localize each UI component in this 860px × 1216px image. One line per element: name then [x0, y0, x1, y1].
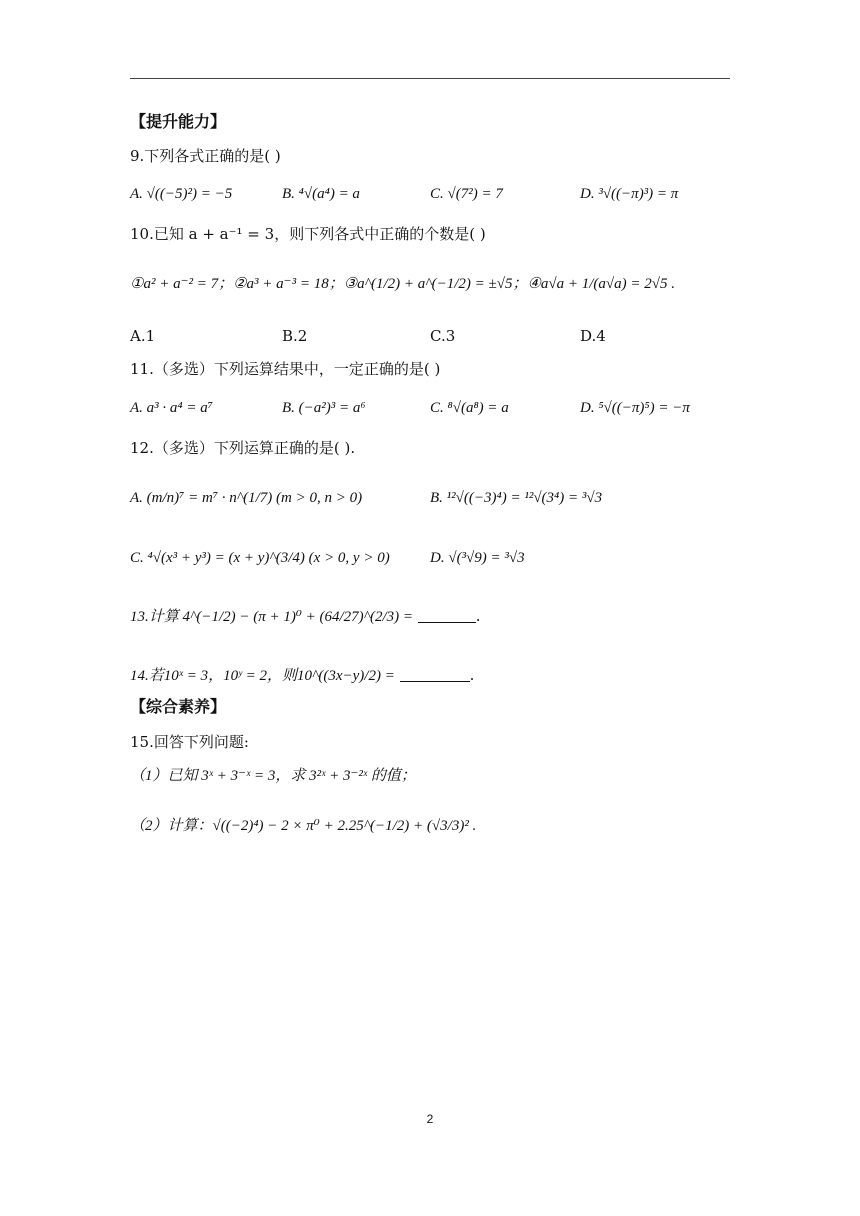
q10-option-a: A.1 — [130, 327, 156, 345]
q11-option-c: C. ⁸√(a⁸) = a — [430, 400, 509, 416]
q11-option-b: B. (−a²)³ = a⁶ — [282, 400, 366, 416]
question-12-stem: 12.（多选）下列运算正确的是( ). — [130, 439, 356, 457]
q11-option-a: A. a³ · a⁴ = a⁷ — [130, 400, 213, 416]
answer-blank-14[interactable] — [400, 667, 470, 682]
question-9-stem: 9.下列各式正确的是( ) — [130, 147, 281, 165]
q10-option-c: C.3 — [430, 327, 456, 345]
section-heading-comprehensive: 【综合素养】 — [130, 697, 227, 716]
q12-option-a: A. (m/n)⁷ = m⁷ · n^(1/7) (m > 0, n > 0) — [130, 490, 363, 506]
question-14-tail: . — [469, 666, 475, 684]
section-heading-improve: 【提升能力】 — [130, 112, 227, 131]
q11-option-d: D. ⁵√((−π)⁵) = −π — [580, 400, 690, 416]
answer-blank-13[interactable] — [418, 608, 476, 623]
q12-option-c: C. ⁴√(x³ + y³) = (x + y)^(3/4) (x > 0, y > 0) — [130, 550, 390, 566]
q9-option-b: B. ⁴√(a⁴) = a — [282, 186, 360, 202]
question-13-stem: 13.计算 4^(−1/2) − (π + 1)⁰ + (64/27)^(2/3) = — [130, 609, 414, 625]
q9-option-d: D. ³√((−π)³) = π — [580, 186, 679, 202]
question-13 — [130, 606, 481, 627]
question-13-tail: . — [475, 607, 481, 625]
q10-statements: ①a² + a⁻² = 7；②a³ + a⁻³ = 18；③a^(1/2) + a^(−1/2) = ±√5；④a√a + 1/(a√a) = 2√5 . — [130, 276, 676, 292]
q15-part-2: （2）计算：√((−2)⁴) − 2 × π⁰ + 2.25^(−1/2) + (√3/3)² . — [130, 818, 477, 834]
q10-option-d: D.4 — [580, 327, 606, 345]
question-14-stem: 14.若10ˣ = 3，10ʸ = 2，则10^((3x−y)/2) = — [130, 668, 395, 684]
question-14 — [130, 665, 474, 686]
q9-option-a: A. √((−5)²) = −5 — [130, 186, 233, 202]
q10-option-b: B.2 — [282, 327, 308, 345]
question-10-stem: 10.已知 a + a⁻¹ = 3，则下列各式中正确的个数是( ) — [130, 225, 486, 243]
q15-part-1: （1）已知 3ˣ + 3⁻ˣ = 3，求 3²ˣ + 3⁻²ˣ 的值； — [130, 768, 416, 784]
question-15-stem: 15.回答下列问题: — [130, 733, 249, 751]
header-rule — [130, 78, 730, 79]
question-11-stem: 11.（多选）下列运算结果中，一定正确的是( ) — [130, 360, 441, 378]
q12-option-b: B. ¹²√((−3)⁴) = ¹²√(3⁴) = ³√3 — [430, 490, 603, 506]
q9-option-c: C. √(7²) = 7 — [430, 186, 503, 202]
q12-option-d: D. √(³√9) = ³√3 — [430, 550, 525, 566]
page-number: 2 — [426, 1112, 434, 1126]
